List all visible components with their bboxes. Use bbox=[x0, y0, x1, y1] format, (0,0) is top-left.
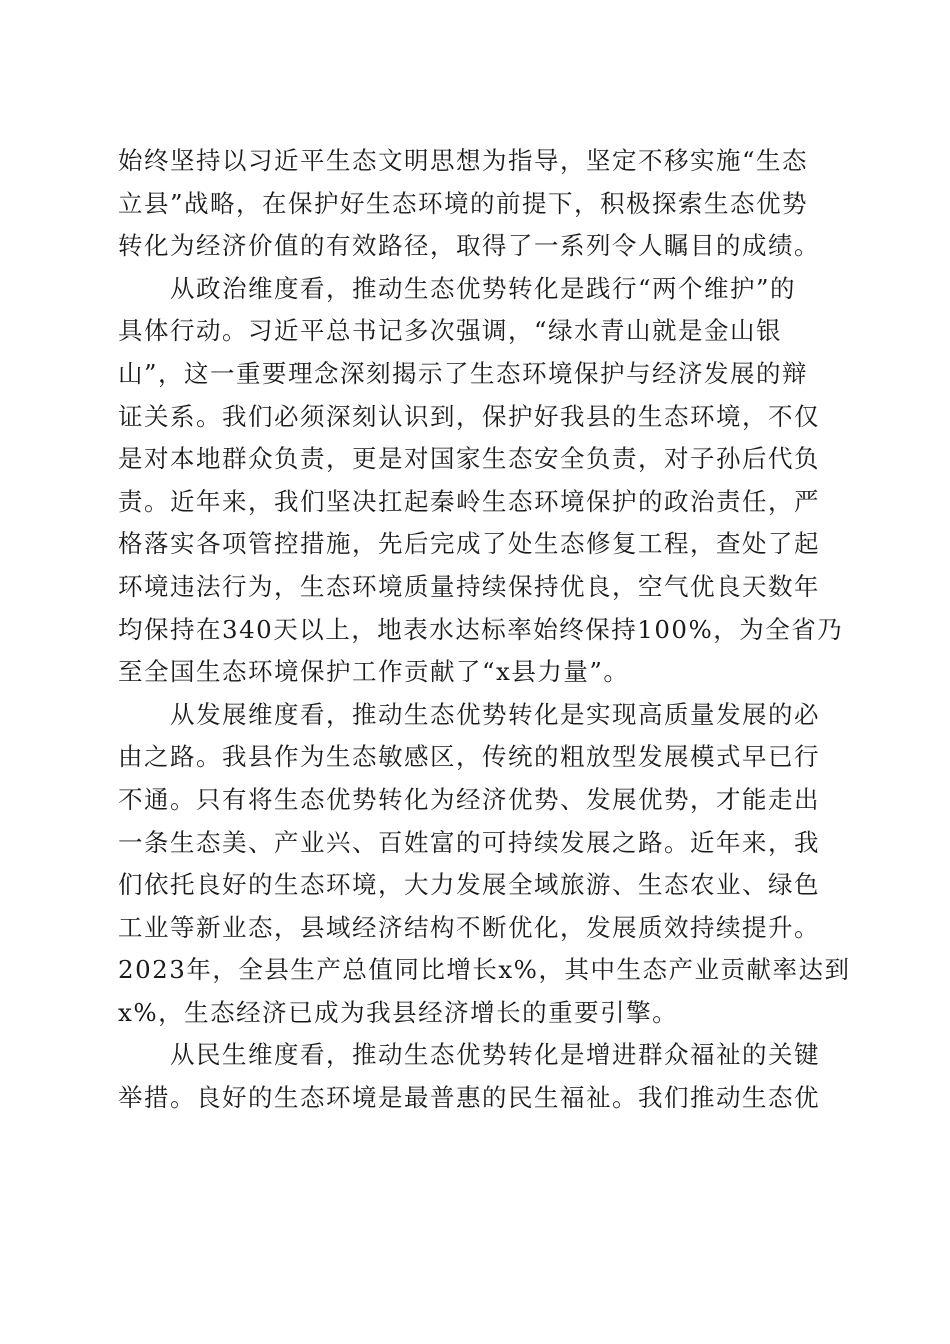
text-line: 从发展维度看，推动生态优势转化是实现高质量发展的必 bbox=[170, 699, 820, 729]
paragraph-political bbox=[118, 268, 844, 694]
text-line: 至全国生态环境保护工作贡献了“x县力量”。 bbox=[118, 657, 630, 687]
text-line: 们依托良好的生态环境，大力发展全域旅游、生态农业、绿色 bbox=[118, 870, 820, 900]
text-line: 具体行动。习近平总书记多次强调，“绿水青山就是金山银 bbox=[118, 316, 783, 346]
text-line: 证关系。我们必须深刻认识到，保护好我县的生态环境，不仅 bbox=[118, 401, 820, 431]
text-line: 从民生维度看，推动生态优势转化是增进群众福祉的关键 bbox=[170, 1040, 820, 1070]
text-line: 立县”战略，在保护好生态环境的前提下，积极探索生态优势 bbox=[118, 188, 809, 218]
text-line: 不通。只有将生态优势转化为经济优势、发展优势，才能走出 bbox=[118, 784, 820, 814]
text-line: 举措。良好的生态环境是最普惠的民生福祉。我们推动生态优 bbox=[118, 1083, 820, 1113]
text-line: 山”，这一重要理念深刻揭示了生态环境保护与经济发展的辩 bbox=[118, 358, 809, 388]
paragraph-development bbox=[118, 694, 851, 1035]
text-line: 责。近年来，我们坚决扛起秦岭生态环境保护的政治责任，严 bbox=[118, 486, 820, 516]
text-line: 始终坚持以习近平生态文明思想为指导，坚定不移实施“生态 bbox=[118, 146, 809, 175]
text-line: 从政治维度看，推动生态优势转化是践行“两个维护”的 bbox=[170, 273, 797, 303]
paragraph-intro bbox=[118, 140, 830, 268]
text-line: 均保持在340天以上，地表水达标率始终保持100%，为全省乃 bbox=[118, 614, 844, 644]
text-line: 一条生态美、产业兴、百姓富的可持续发展之路。近年来，我 bbox=[118, 827, 820, 857]
text-line: 工业等新业态，县域经济结构不断优化，发展质效持续提升。 bbox=[118, 912, 820, 942]
text-line: 是对本地群众负责，更是对国家生态安全负责，对子孙后代负 bbox=[118, 444, 820, 474]
text-line: 格落实各项管控措施，先后完成了处生态修复工程，查处了起 bbox=[118, 529, 820, 559]
text-line: x%，生态经济已成为我县经济增长的重要引擎。 bbox=[118, 997, 679, 1027]
paragraph-livelihood bbox=[118, 1034, 830, 1119]
document-page bbox=[118, 140, 851, 1120]
text-line: 由之路。我县作为生态敏感区，传统的粗放型发展模式早已行 bbox=[118, 742, 820, 772]
text-line: 转化为经济价值的有效路径，取得了一系列令人瞩目的成绩。 bbox=[118, 231, 820, 261]
text-line: 2023年，全县生产总值同比增长x%，其中生态产业贡献率达到 bbox=[118, 955, 851, 985]
text-line: 环境违法行为，生态环境质量持续保持优良，空气优良天数年 bbox=[118, 571, 820, 601]
